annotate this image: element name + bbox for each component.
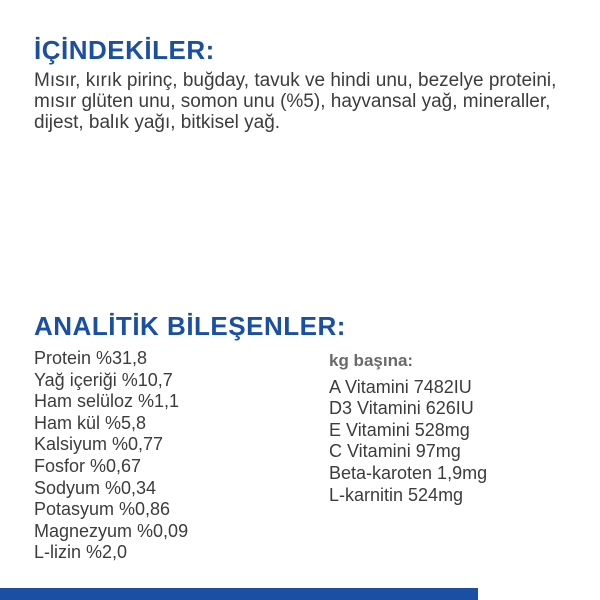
analytic-item: Yağ içeriği %10,7 (34, 369, 173, 390)
footer-bar (0, 588, 478, 600)
per-kg-item: E Vitamini 528mg (329, 419, 470, 440)
per-kg-item: Beta-karoten 1,9mg (329, 462, 488, 483)
analytic-item: Protein %31,8 (34, 348, 148, 368)
analytic-item: Potasyum %0,86 (34, 499, 171, 520)
analytic-item: Ham selüloz %1,1 (34, 391, 180, 412)
analytic-item: Kalsiyum %0,77 (34, 434, 164, 455)
analytic-heading: ANALİTİK BİLEŞENLER: (34, 311, 346, 341)
analytic-item: Magnezyum %0,09 (34, 520, 189, 541)
ingredients-heading: İÇİNDEKİLER: (34, 35, 215, 65)
analytic-item: Sodyum %0,34 (34, 477, 157, 498)
analytic-item: L-lizin %2,0 (34, 542, 128, 563)
analytic-list (34, 348, 188, 564)
per-kg-title: kg başına: (329, 351, 414, 370)
per-kg-item: A Vitamini 7482IU (329, 376, 472, 397)
analytic-item: Fosfor %0,67 (34, 455, 142, 476)
per-kg-block (329, 350, 487, 506)
ingredients-text: Mısır, kırık pirinç, buğday, tavuk ve hindi unu, bezelye proteini, mısır glüten unu, somon unu (%5), hayvansal yağ, mineraller, dijest, balık yağı, bitkisel yağ. (34, 70, 557, 133)
analytic-item: Ham kül %5,8 (34, 412, 147, 433)
per-kg-list (329, 377, 487, 507)
per-kg-item: L-karnitin 524mg (329, 484, 464, 505)
per-kg-item: D3 Vitamini 626IU (329, 398, 474, 419)
per-kg-item: C Vitamini 97mg (329, 441, 461, 462)
